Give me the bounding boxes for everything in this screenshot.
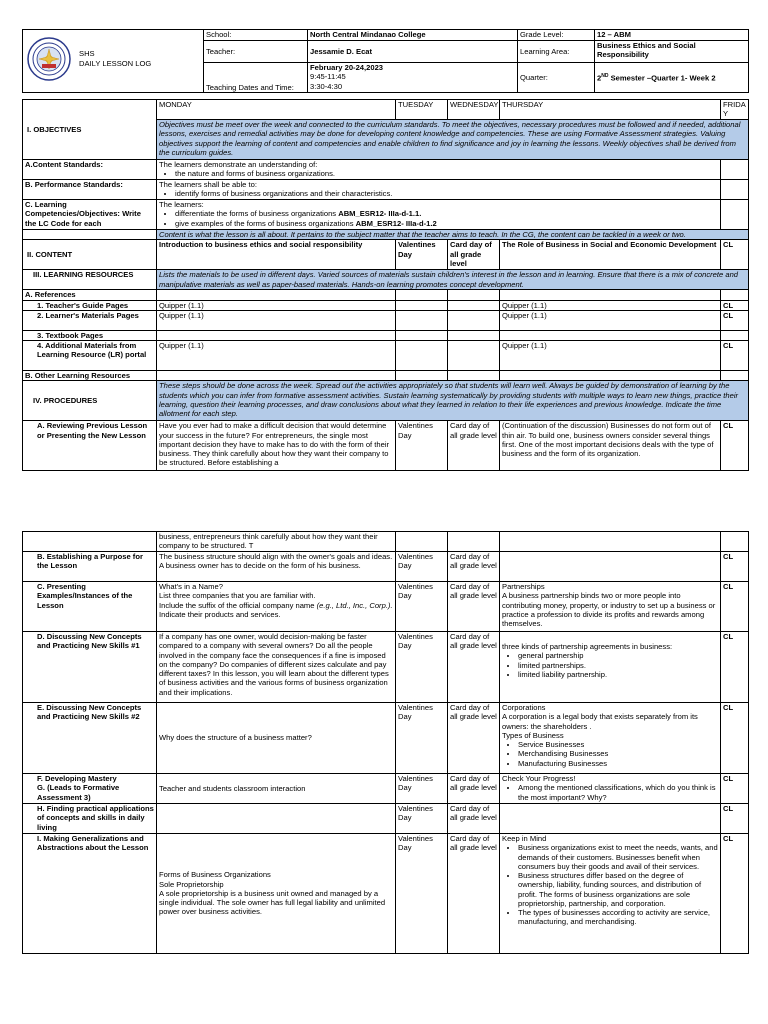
- proc-i-mon: [157, 834, 396, 954]
- lm-thu: Quipper (1.1): [500, 310, 721, 330]
- proc-fg-thu: [500, 774, 721, 804]
- proc-e-fri: CL: [721, 703, 749, 774]
- quarter-rest: Semester –Quarter 1- Week 2: [608, 73, 716, 83]
- quarter-sup: ND: [601, 72, 609, 79]
- proc-d-wed: Card day of all grade level: [448, 632, 500, 703]
- proc-e-thu: [500, 703, 721, 774]
- proc-c-mon-3: [159, 601, 393, 610]
- proc-d-tue: Valentines Day: [396, 632, 448, 703]
- proc-c-wed: Card day of all grade level: [448, 582, 500, 632]
- day-monday: MONDAY: [157, 100, 396, 120]
- performance-standards-label: B. Performance Standards:: [23, 180, 157, 200]
- proc-e-label: E. Discussing New Concepts and Practicing New Skills #2: [23, 703, 157, 774]
- proc-d-thu-item: • general partnership: [518, 651, 718, 660]
- proc-i-fri: CL: [721, 834, 749, 954]
- procedures-note: These steps should be done across the week. Spread out the activities appropriately so that students will learn well. Always be guided by demonstration of learning by the students which you can infer from formative assessment activities. Sustain learning systematically by providing students with multiple ways to learn new things, practice their learning, question their learning processes, and draw conclusions about what they learned in relation to their life experiences and previous knowledge. Indicate the time allotment for each step.: [157, 381, 749, 421]
- proc-e-tue: Valentines Day: [396, 703, 448, 774]
- textbook-pages-label: 3. Textbook Pages: [23, 330, 157, 340]
- proc-fg-thu-1: Check Your Progress!: [502, 774, 576, 783]
- proc-i-thu: [500, 834, 721, 954]
- proc-d-fri: CL: [721, 632, 749, 703]
- content-fri: CL: [721, 240, 749, 270]
- school-value: North Central Mindanao College: [308, 30, 518, 41]
- proc-i-thu-item: • Business structures differ based on the degree of ownership, liability, funding sources, and distribution of profit. The forms of business organizations are sole proprietorship, partnership, and corporation.: [518, 871, 718, 908]
- lc-item-1: [175, 209, 718, 218]
- proc-c-thu-2: A business partnership binds two or more people into contributing money, property, or industry to set up a business or practice a profession to divide its profits and rewards among themselves.: [502, 591, 716, 628]
- proc-c-fri: CL: [721, 582, 749, 632]
- logo-box: [22, 29, 204, 93]
- proc-e-thu-3: Types of Business: [502, 730, 564, 740]
- proc-d-thu-item: • limited partnerships.: [518, 661, 718, 670]
- proc-a-mon: Have you ever had to make a difficult decision that would determine your success in the future? For entrepreneurs, the single most important decision they have to make has to do with the form of their business. They think carefully about how they want their company to be structured. Before establishing a: [157, 421, 396, 471]
- dates-value: [308, 63, 518, 93]
- proc-i-mon-2: Sole Proprietorship: [159, 879, 224, 889]
- shs-label: SHS: [79, 49, 95, 58]
- proc-c-tue: Valentines Day: [396, 582, 448, 632]
- quarter-value: [595, 63, 749, 93]
- other-resources-label: B. Other Learning Resources: [23, 371, 157, 381]
- proc-b-mon-1: The business structure should align with the owner's goals and ideas.: [159, 552, 393, 561]
- area-value: Business Ethics and Social Responsibility: [595, 41, 749, 63]
- tg-fri: CL: [721, 300, 749, 310]
- proc-b-label: B. Establishing a Purpose for the Lesson: [23, 552, 157, 582]
- proc-d-thu: [500, 632, 721, 703]
- day-wednesday: WEDNESDAY: [448, 100, 500, 120]
- proc-h-fri: CL: [721, 804, 749, 834]
- proc-c-mon-2: List three companies that you are familiar with.: [159, 591, 316, 601]
- proc-i-mon-1: Forms of Business Organizations: [159, 870, 271, 880]
- lm-fri: CL: [721, 310, 749, 330]
- procedures-heading: IV. PROCEDURES: [23, 381, 157, 421]
- proc-fg-mon: Teacher and students classroom interaction: [157, 774, 396, 804]
- proc-h-label: H. Finding practical applications of concepts and skills in daily living: [23, 804, 157, 834]
- proc-c-mon-4: Indicate their products and services.: [159, 609, 281, 619]
- proc-c-mon-3-example: (e.g., Ltd., Inc., Corp.).: [316, 600, 393, 610]
- school-label: School:: [204, 30, 308, 41]
- proc-d-label: D. Discussing New Concepts and Practicing New Skills #1: [23, 632, 157, 703]
- proc-e-thu-1: Corporations: [502, 703, 546, 712]
- area-label: Learning Area:: [518, 41, 595, 63]
- content-heading: II. CONTENT: [23, 240, 157, 270]
- proc-b-tue: Valentines Day: [396, 552, 448, 582]
- objectives-note: Objectives must be meet over the week and connected to the curriculum standards. To meet the objectives, necessary procedures must be followed and if needed, additional lessons, exercises and remedial activities may be done for developing content knowledge and competencies. These are using Formative Assessment strategies. Valuing objectives support the learning of content and competencies and enable children to find significance and joy in learning the lessons. Weekly objectives shall be derived from the curriculum guides.: [157, 120, 749, 160]
- content-note: Content is what the lesson is all about. It pertains to the subject matter that the teacher aims to teach. In the CG, the content can be tackled in a week or two.: [157, 230, 749, 240]
- objectives-heading: I. OBJECTIVES: [23, 100, 157, 160]
- proc-b-mon-2: A business owner has to decide on the form of his business.: [159, 561, 361, 571]
- proc-fg-tue: Valentines Day: [396, 774, 448, 804]
- lc-text: The learners:: [159, 200, 204, 209]
- proc-a-fri: CL: [721, 421, 749, 471]
- proc-b-wed: Card day of all grade level: [448, 552, 500, 582]
- proc-e-thu-2: A corporation is a legal body that exists separately from its owners: the shareholders .: [502, 712, 698, 731]
- learning-competencies-label: C. Learning Competencies/Objectives: Write the LC Code for each: [23, 200, 157, 230]
- references-label: A. References: [23, 290, 157, 300]
- time-2: 3:30-4:30: [310, 81, 343, 91]
- am-thu: Quipper (1.1): [500, 341, 721, 371]
- lesson-log-table-page2: [22, 531, 749, 954]
- lesson-log-table-page1: [22, 99, 749, 471]
- proc-c-mon: [157, 582, 396, 632]
- proc-c-label: C. Presenting Examples/Instances of the Lesson: [23, 582, 157, 632]
- proc-i-thu-item: • The types of businesses according to activity are service, manufacturing, and merchandising.: [518, 908, 718, 927]
- proc-i-thu-item: • Business organizations exist to meet the needs, wants, and demands of their customers. Businesses benefit when consumers buy their goods and avail of their services.: [518, 843, 718, 871]
- proc-c-thu-1: Partnerships: [502, 582, 545, 591]
- tg-thu: Quipper (1.1): [500, 300, 721, 310]
- content-tue: Valentines Day: [396, 240, 448, 270]
- lm-mon: Quipper (1.1): [157, 310, 396, 330]
- proc-a-label: A. Reviewing Previous Lesson or Presenting the New Lesson: [23, 421, 157, 471]
- proc-a-tue: Valentines Day: [396, 421, 448, 471]
- grade-label: Grade Level:: [518, 30, 595, 41]
- proc-fg-wed: Card day of all grade level: [448, 774, 500, 804]
- proc-i-tue: Valentines Day: [396, 834, 448, 954]
- ps-text: The learners shall be able to:: [159, 180, 257, 189]
- proc-i-mon-3: A sole proprietorship is a business unit owned and managed by a single individual. The sole owner has full legal liability and unlimited power over business activities.: [159, 888, 386, 917]
- cs-item: • the nature and forms of business organizations.: [175, 169, 718, 178]
- time-1: 9:45-11:45: [310, 72, 346, 82]
- teachers-guide-label: 1. Teacher's Guide Pages: [23, 300, 157, 310]
- proc-i-label: I. Making Generalizations and Abstractions about the Lesson: [23, 834, 157, 954]
- learning-competencies-value: [157, 200, 721, 230]
- proc-a-thu: (Continuation of the discussion) Businesses do not form out of thin air. To build one, business owners consider several things first. One of the most important decisions deals with the type of business and the form of its organization.: [500, 421, 721, 471]
- learners-materials-label: 2. Learner's Materials Pages: [23, 310, 157, 330]
- lc-code-1: ABM_ESR12- IIIa-d-1.1.: [338, 209, 422, 219]
- proc-d-thu-text: three kinds of partnership agreements in business:: [502, 642, 673, 651]
- proc-d-mon: If a company has one owner, would decision-making be faster compared to a company with several owners? Do all the people involved in the company face the consequences if a fine is imposed on the company? Do companies of different sizes calculate and pay different taxes? In this lesson, you will learn about the different types of business activities and the various forms of business organization and their implications.: [157, 632, 396, 703]
- proc-fg-fri: CL: [721, 774, 749, 804]
- lc-code-2: ABM_ESR12- IIIa-d-1.2: [355, 218, 437, 228]
- performance-standards-value: [157, 180, 721, 200]
- lc-item-2: [175, 219, 718, 228]
- proc-i-wed: Card day of all grade level: [448, 834, 500, 954]
- content-wed: Card day of all grade level: [448, 240, 500, 270]
- proc-e-thu-item: • Service Businesses: [518, 740, 718, 749]
- quarter-num: 2: [597, 73, 602, 83]
- cs-text: The learners demonstrate an understanding of:: [159, 160, 318, 169]
- header-info-table: [203, 29, 749, 93]
- dates-label: Teaching Dates and Time:: [204, 63, 308, 93]
- content-standards-label: A.Content Standards:: [23, 160, 157, 180]
- dll-label: DAILY LESSON LOG: [79, 58, 152, 68]
- proc-g-label: G. (Leads to Formative Assessment 3): [37, 783, 120, 802]
- proc-fg-thu-2: • Among the mentioned classifications, which do you think is the most important? Why?: [518, 783, 718, 802]
- proc-e-mon: Why does the structure of a business matter?: [157, 703, 396, 774]
- proc-e-thu-item: • Merchandising Businesses: [518, 749, 718, 758]
- resources-note: Lists the materials to be used in different days. Varied sources of materials sustain children's interest in the lesson and in learning. Ensure that there is a mix of concrete and manipulative materials as well as paper-based materials. Hands-on learning promotes concept development.: [157, 270, 749, 290]
- proc-f-label: F. Developing Mastery: [37, 774, 117, 783]
- day-friday: FRIDAY: [721, 100, 749, 120]
- dates-text: February 20-24,2023: [310, 63, 384, 72]
- proc-e-thu-item: • Manufacturing Businesses: [518, 759, 718, 768]
- proc-c-thu: [500, 582, 721, 632]
- proc-b-fri: CL: [721, 552, 749, 582]
- proc-c-mon-1: What's in a Name?: [159, 582, 223, 591]
- proc-e-wed: Card day of all grade level: [448, 703, 500, 774]
- lc-item-1-text: differentiate the forms of business organizations: [175, 209, 339, 219]
- learning-resources-heading: III. LEARNING RESOURCES: [23, 270, 157, 290]
- proc-a-wed: Card day of all grade level: [448, 421, 500, 471]
- teacher-label: Teacher:: [204, 41, 308, 63]
- proc-d-thu-item: • limited liability partnership.: [518, 670, 718, 679]
- teacher-value: Jessamie D. Ecat: [308, 41, 518, 63]
- day-thursday: THURSDAY: [500, 100, 721, 120]
- additional-materials-label: 4. Additional Materials from Learning Resource (LR) portal: [23, 341, 157, 371]
- day-tuesday: TUESDAY: [396, 100, 448, 120]
- proc-h-tue: Valentines Day: [396, 804, 448, 834]
- content-thu: The Role of Business in Social and Economic Development: [500, 240, 721, 270]
- proc-c-mon-3-text: Include the suffix of the official company name: [159, 600, 317, 610]
- proc-i-thu-1: Keep in Mind: [502, 834, 547, 843]
- proc-h-wed: Card day of all grade level: [448, 804, 500, 834]
- content-mon: Introduction to business ethics and social responsibility: [157, 240, 396, 270]
- content-standards-value: [157, 160, 721, 180]
- tg-mon: Quipper (1.1): [157, 300, 396, 310]
- ps-item: • identify forms of business organizations and their characteristics.: [175, 189, 718, 198]
- grade-value: 12 – ABM: [595, 30, 749, 41]
- am-fri: CL: [721, 341, 749, 371]
- proc-b-mon: [157, 552, 396, 582]
- lc-item-2-text: give examples of the forms of business organizations: [175, 218, 356, 228]
- proc-fg-label: [23, 774, 157, 804]
- proc-a-cont: business, entrepreneurs think carefully about how they want their company to be structured. T: [157, 532, 396, 552]
- am-mon: Quipper (1.1): [157, 341, 396, 371]
- quarter-label: Quarter:: [518, 63, 595, 93]
